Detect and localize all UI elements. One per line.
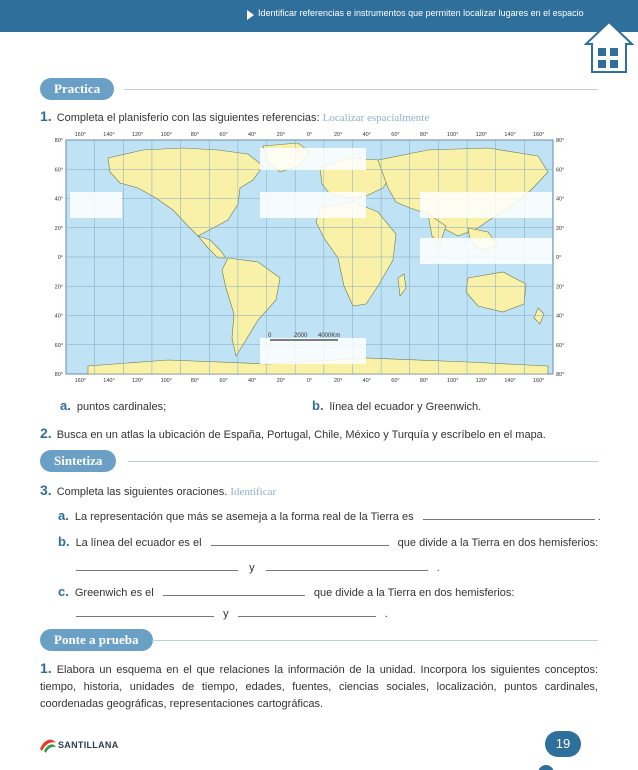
house-icon (580, 14, 638, 76)
longitude-label: 120° (475, 132, 488, 138)
longitude-label: 160° (532, 132, 545, 138)
longitude-label: 140° (103, 378, 115, 384)
answer-blank[interactable] (266, 561, 428, 571)
latitude-label: 80° (556, 138, 565, 144)
longitude-label: 120° (131, 378, 144, 384)
latitude-label: 60° (556, 342, 565, 349)
longitude-label: 160° (74, 378, 87, 384)
section-rule (152, 640, 598, 641)
longitude-label: 160° (74, 132, 87, 138)
longitude-label: 60° (391, 132, 400, 138)
question-3b: b. La línea del ecuador es el que divide a la Tierra en dos hemisferios: (58, 534, 599, 549)
question-1: 1. Completa el planisferio con las siguientes referencias: Localizar espacialmente (40, 108, 430, 124)
question-3c-hemispheres: y . (76, 606, 388, 622)
answer-blank[interactable] (211, 536, 389, 546)
answer-blank[interactable] (76, 607, 214, 617)
skill-tag: Identificar (230, 486, 277, 498)
section-practica: Practica (40, 78, 114, 100)
longitude-label: 100° (447, 378, 459, 384)
latitude-label: 40° (54, 196, 63, 203)
longitude-label: 80° (190, 378, 200, 384)
longitude-label: 40° (248, 132, 257, 138)
play-triangle-icon (247, 10, 254, 20)
header-topic: Identificar referencias e instrumentos que permiten localizar lugares en el espacio (258, 8, 584, 18)
longitude-label: 60° (391, 378, 400, 384)
section-rule (124, 89, 598, 90)
page-number: 19 (545, 731, 581, 757)
longitude-label: 60° (219, 132, 228, 138)
world-map[interactable] (48, 128, 571, 385)
page-dot (538, 765, 554, 770)
longitude-label: 100° (160, 132, 172, 138)
latitude-label: 20° (54, 225, 63, 232)
longitude-label: 80° (190, 132, 200, 138)
latitude-label: 20° (556, 225, 565, 232)
latitude-label: 40° (54, 313, 63, 320)
section-sintetiza: Sintetiza (40, 450, 116, 472)
question-3b-hemispheres: y . (76, 560, 440, 576)
latitude-label: 40° (556, 196, 565, 203)
scale-label-2: 4000Km (318, 333, 341, 339)
answer-blank[interactable] (163, 586, 305, 596)
header-bar (0, 0, 638, 32)
latitude-label: 0° (57, 255, 63, 261)
skill-tag: Localizar espacialmente (322, 112, 430, 124)
longitude-label: 100° (447, 132, 459, 138)
latitude-label: 60° (54, 167, 63, 174)
latitude-label: 20° (54, 284, 63, 291)
longitude-label: 80° (419, 378, 429, 384)
longitude-label: 40° (362, 132, 371, 138)
question-3: 3. Completa las siguientes oraciones. Identificar (40, 482, 277, 498)
question-p1: 1. Elabora un esquema en el que relaciones la información de la unidad. Incorpora los siguientes conceptos: tiempo, historia, unidades de tiempo, edades, fuentes, ciencias sociales, localización, puntos cardinales, coordenadas geográficas, representaciones cartográficas. (40, 660, 598, 710)
longitude-label: 160° (532, 378, 545, 384)
question-2: 2. Busca en un atlas la ubicación de España, Portugal, Chile, México y Turquía y escríbelo en el mapa. (40, 425, 546, 441)
longitude-label: 40° (248, 378, 257, 384)
latitude-label: 20° (556, 284, 565, 291)
longitude-label: 120° (475, 378, 488, 384)
longitude-label: 0° (306, 132, 313, 138)
longitude-label: 140° (504, 378, 516, 384)
latitude-label: 0° (556, 255, 562, 261)
answer-blank[interactable] (238, 607, 376, 617)
scale-label-0: 0 (268, 333, 272, 339)
longitude-label: 40° (362, 378, 371, 384)
longitude-label: 120° (131, 132, 144, 138)
section-rule (128, 461, 598, 462)
answer-blank[interactable] (76, 561, 238, 571)
scale-label-1: 2000 (294, 333, 308, 339)
publisher-name: SANTILLANA (58, 740, 119, 750)
longitude-label: 20° (276, 132, 286, 138)
question-3c: c. Greenwich es el que divide a la Tierra en dos hemisferios: (58, 584, 515, 599)
answer-blank[interactable] (423, 510, 595, 520)
longitude-label: 0° (306, 378, 313, 384)
longitude-label: 100° (160, 378, 172, 384)
latitude-label: 40° (556, 313, 565, 320)
latitude-label: 60° (556, 167, 565, 174)
question-1b: b. línea del ecuador y Greenwich. (312, 398, 482, 413)
longitude-label: 80° (419, 132, 429, 138)
longitude-label: 20° (276, 378, 286, 384)
longitude-label: 60° (219, 378, 228, 384)
question-1a: a. puntos cardinales; (60, 398, 167, 413)
latitude-label: 80° (54, 138, 63, 144)
latitude-label: 80° (556, 372, 565, 378)
longitude-label: 140° (103, 132, 115, 138)
latitude-label: 80° (54, 372, 63, 378)
question-3a: a. La representación que más se asemeja a la forma real de la Tierra es . (58, 508, 601, 523)
longitude-label: 20° (333, 132, 343, 138)
latitude-label: 60° (54, 342, 63, 349)
longitude-label: 140° (504, 132, 516, 138)
longitude-label: 20° (333, 378, 343, 384)
section-ponte-a-prueba: Ponte a prueba (40, 629, 153, 651)
